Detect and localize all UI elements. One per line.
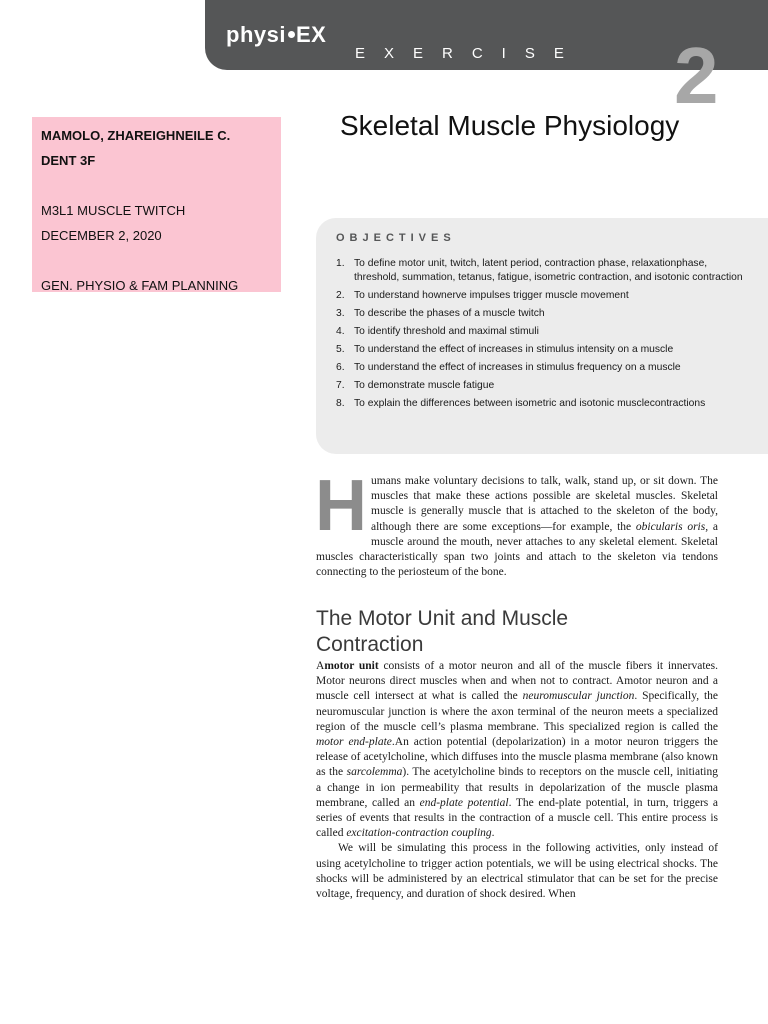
- objective-text: To explain the differences between isometric and isotonic musclecontractions: [354, 398, 706, 409]
- section-body: [316, 659, 718, 902]
- logo-prefix: physi: [226, 22, 286, 47]
- objective-item: [336, 289, 754, 303]
- logo-suffix: EX: [295, 22, 327, 47]
- p1-text: .: [491, 827, 495, 840]
- objective-number: 3.: [336, 308, 345, 319]
- student-info-card: [32, 117, 281, 292]
- objective-text: To identify threshold and maximal stimuli: [354, 326, 539, 337]
- student-name: MAMOLO, ZHAREIGHNEILE C.: [41, 128, 231, 143]
- term-excitation-contraction-coupling: excitation-contraction coupling: [346, 827, 492, 840]
- objective-item: [336, 361, 754, 375]
- intro-emphasis: obicularis oris,: [635, 520, 709, 533]
- submission-date: DECEMBER 2, 2020: [41, 228, 162, 243]
- intro-paragraph: [315, 466, 718, 580]
- student-section: DENT 3F: [41, 153, 96, 168]
- p1-text: . Specifically, the neuromuscular junction is where the axon terminal of the neuron meets a specialized region of the muscle cell’s plasma membrane. This specialized region is called the: [316, 690, 718, 733]
- objective-text: To understand hownerve impulses trigger muscle movement: [354, 290, 629, 301]
- objectives-heading: OBJECTIVES: [336, 232, 456, 244]
- intro-text: umans make voluntary decisions to talk, walk, stand up, or sit down. The muscles that make these actions possible are skeletal muscles. Skeletal muscle is generally muscle that is attached to the skeleton of the body, although there are some exceptions—for example, the: [371, 475, 718, 533]
- term-motor-unit: motor unit: [324, 660, 379, 672]
- objective-number: 5.: [336, 344, 345, 355]
- section-heading: The Motor Unit and Muscle Contraction: [316, 607, 569, 656]
- objective-number: 1.: [336, 258, 345, 269]
- p1-text: consists of a motor neuron and all of the muscle fibers it innervates. Motor neurons direct muscles when and when not to contract. Amotor neuron and a muscle cell intersect at what is called the: [316, 660, 718, 703]
- p1-text: . The end-plate potential, in turn, triggers a series of events that results in the contraction of a muscle cell. This entire process is called: [316, 796, 718, 840]
- objective-item: [336, 397, 754, 411]
- objective-text: To describe the phases of a muscle twitch: [354, 308, 545, 319]
- exercise-number: 2: [674, 31, 719, 120]
- intro-text-continued: a muscle around the mouth, never attaches to any skeletal element. Skeletal muscles characteristically span two joints and attach to the skeleton via tendons connecting to the periosteum of the bone.: [316, 520, 718, 579]
- p1-text: A: [316, 660, 325, 672]
- objective-number: 6.: [336, 362, 345, 373]
- objective-item: [336, 343, 754, 357]
- term-neuromuscular-junction: neuromuscular junction: [522, 690, 635, 703]
- p1-text: .An action potential (depolarization) in a motor neuron triggers the release of acetylcholine, which diffuses into the muscle plasma membrane (also known as the: [316, 736, 719, 779]
- objective-text: To understand the effect of increases in stimulus frequency on a muscle: [354, 362, 681, 373]
- term-end-plate-potential: end-plate potential: [419, 796, 509, 809]
- section-paragraph-2: We will be simulating this process in the following activities, only instead of using acetylcholine to trigger action potentials, we will be using electrical shocks. The shocks will be administered by an electrical stimulator that can be set for the precise voltage, frequency, and duration of shock desired. When: [316, 842, 718, 901]
- objective-number: 7.: [336, 380, 345, 391]
- page-title: Skeletal Muscle Physiology: [340, 110, 680, 141]
- objective-number: 2.: [336, 290, 345, 301]
- objective-item: [336, 257, 754, 285]
- objective-item: [336, 379, 754, 393]
- term-motor-end-plate: motor end-plate: [316, 736, 392, 749]
- objective-text: To define motor unit, twitch, latent period, contraction phase, relaxationphase, threshold, summation, tetanus, fatigue, isometric contraction, and isotonic contraction: [354, 258, 743, 283]
- objective-number: 8.: [336, 398, 345, 409]
- section-paragraph-1: [316, 659, 718, 841]
- term-sarcolemma: sarcolemma: [346, 766, 403, 779]
- objectives-list: [336, 257, 762, 411]
- objectives-panel: [316, 218, 768, 454]
- objective-number: 4.: [336, 326, 345, 337]
- course-name: GEN. PHYSIO & FAM PLANNING: [41, 278, 239, 293]
- exercise-label: EXERCISE: [355, 45, 583, 62]
- drop-cap: H: [315, 466, 367, 546]
- objective-item: [336, 325, 754, 339]
- objective-item: [336, 307, 754, 321]
- physioex-logo: [226, 22, 326, 48]
- objective-text: To demonstrate muscle fatigue: [354, 380, 495, 391]
- logo-dot-icon: [288, 31, 295, 38]
- activity-code: M3L1 MUSCLE TWITCH: [41, 203, 186, 218]
- p1-text: ). The acetylcholine binds to receptors on the muscle cell, initiating a change in ion permeability that results in depolarization of the muscle plasma membrane, called an: [316, 766, 718, 809]
- objective-text: To understand the effect of increases in stimulus intensity on a muscle: [354, 344, 674, 355]
